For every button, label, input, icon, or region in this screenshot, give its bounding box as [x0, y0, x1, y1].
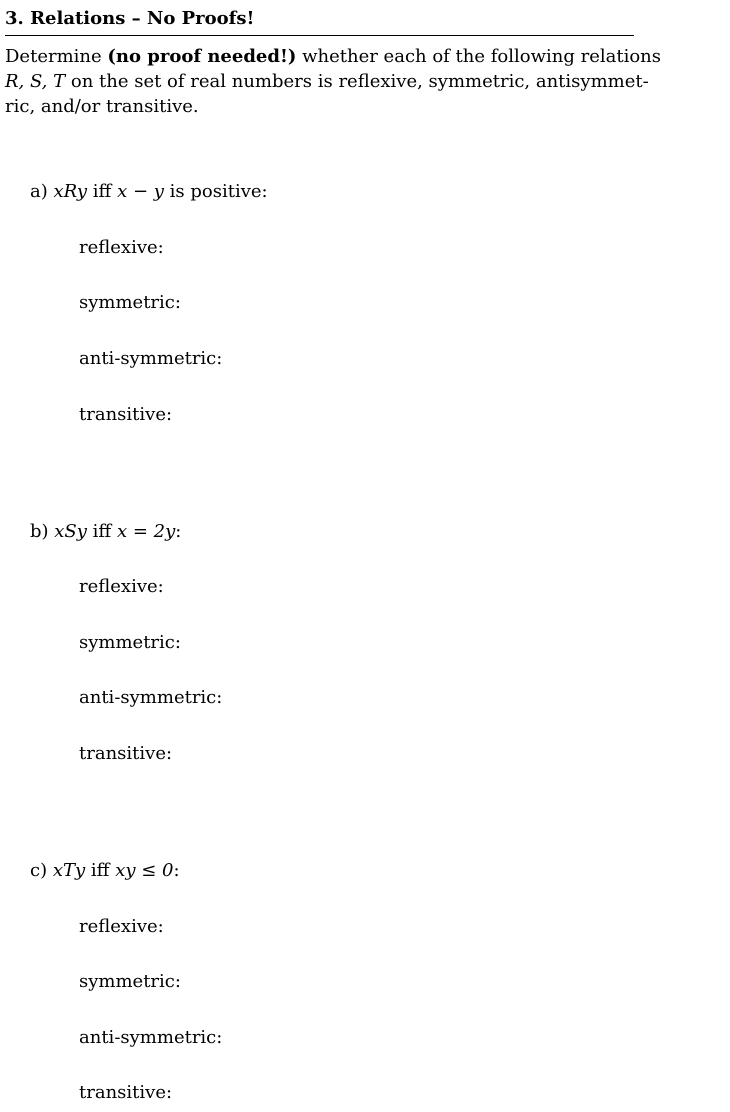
instructions-line-3: ric, and/or transitive. — [5, 96, 199, 117]
part-a-reflexive: reflexive: — [79, 237, 164, 258]
condition-text: : — [173, 860, 180, 881]
iff-word: iff — [92, 181, 112, 202]
part-b-transitive: transitive: — [79, 743, 173, 764]
part-b-reflexive: reflexive: — [79, 576, 164, 597]
relation-expression: xRy — [53, 181, 88, 202]
part-c-anti-symmetric: anti-symmetric: — [79, 1027, 223, 1048]
part-b-anti-symmetric: anti-symmetric: — [79, 687, 223, 708]
part-a-statement — [30, 181, 268, 203]
relation-expression: xTy — [52, 860, 86, 881]
part-a-symmetric: symmetric: — [79, 292, 181, 313]
iff-word: iff — [90, 860, 110, 881]
section-heading — [5, 8, 634, 36]
section-number: 3. — [5, 8, 24, 29]
condition-expression: x = 2y — [116, 521, 176, 542]
part-label: a) — [30, 181, 48, 202]
part-c-reflexive: reflexive: — [79, 916, 164, 937]
part-label: b) — [30, 521, 49, 542]
condition-text: is positive: — [163, 181, 268, 202]
part-c-symmetric: symmetric: — [79, 971, 181, 992]
instructions-emphasis: (no proof needed!) — [107, 46, 297, 67]
instructions-text: Determine — [5, 46, 108, 67]
part-b-symmetric: symmetric: — [79, 632, 181, 653]
instructions-text: whether each of the following relations — [296, 46, 662, 67]
section-title: Relations – No Proofs! — [30, 8, 255, 29]
relation-expression: xSy — [54, 521, 87, 542]
instructions-line-1 — [5, 44, 662, 69]
part-c-statement — [30, 860, 180, 882]
part-b-statement — [30, 521, 181, 543]
part-label: c) — [30, 860, 48, 881]
instructions-paragraph — [5, 44, 662, 119]
condition-expression: x − y — [117, 181, 164, 202]
part-a-transitive: transitive: — [79, 404, 173, 425]
condition-expression: xy ≤ 0 — [115, 860, 174, 881]
instructions-text: on the set of real numbers is reflexive, symmetric, antisymmet- — [65, 71, 649, 92]
part-a-anti-symmetric: anti-symmetric: — [79, 348, 223, 369]
condition-text: : — [175, 521, 182, 542]
iff-word: iff — [92, 521, 112, 542]
part-c-transitive: transitive: — [79, 1082, 173, 1103]
relation-variables: R, S, T — [5, 71, 66, 92]
instructions-line-2 — [5, 69, 649, 94]
